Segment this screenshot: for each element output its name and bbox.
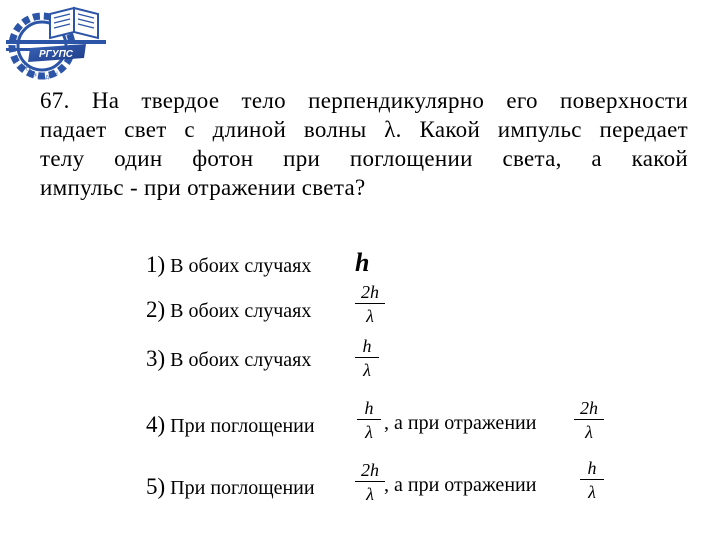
option-number: 1) <box>146 252 166 277</box>
fraction-h-over-lambda: h λ <box>355 336 379 380</box>
fraction-h-over-lambda: h λ <box>357 398 381 442</box>
option-5 <box>146 474 315 500</box>
option-text: В обоих случаях <box>170 255 312 277</box>
question-line: телу один фотон при поглощении света, а какой <box>40 146 688 171</box>
option-4-second-text: , а при отражении <box>384 412 537 434</box>
question-line: 67. На твердое тело перпендикулярно его поверхности <box>40 88 688 113</box>
option-number: 4) <box>146 412 166 437</box>
option-3 <box>146 346 311 372</box>
book-icon <box>50 8 98 38</box>
option-text: В обоих случаях <box>170 349 312 371</box>
option-5-second-text: , а при отражении <box>384 474 537 496</box>
formula-h: h <box>355 248 370 277</box>
logo-ring-text: РОСТОВ-НА-ДОНУ <box>20 60 60 81</box>
logo-text: РГУПС <box>39 49 73 60</box>
option-number: 2) <box>146 297 166 322</box>
option-text: При поглощении <box>170 477 315 499</box>
option-4 <box>146 412 315 438</box>
option-2 <box>146 297 311 323</box>
option-number: 3) <box>146 346 166 371</box>
option-number: 5) <box>146 474 166 499</box>
fraction-2h-over-lambda: 2h λ <box>355 282 385 326</box>
fraction-h-over-lambda: h λ <box>580 458 604 502</box>
question-line: импульс - при отражении света? <box>40 175 366 200</box>
university-logo <box>4 2 108 88</box>
rail-icon <box>6 40 106 44</box>
fraction-2h-over-lambda: 2h λ <box>355 460 385 504</box>
question-text <box>40 86 688 202</box>
option-text: При поглощении <box>170 415 315 437</box>
option-text: В обоих случаях <box>170 300 312 322</box>
fraction-2h-over-lambda: 2h λ <box>574 398 604 442</box>
question-line: падает свет с длиной волны λ. Какой импульс передает <box>40 117 688 142</box>
option-1 <box>146 252 311 278</box>
